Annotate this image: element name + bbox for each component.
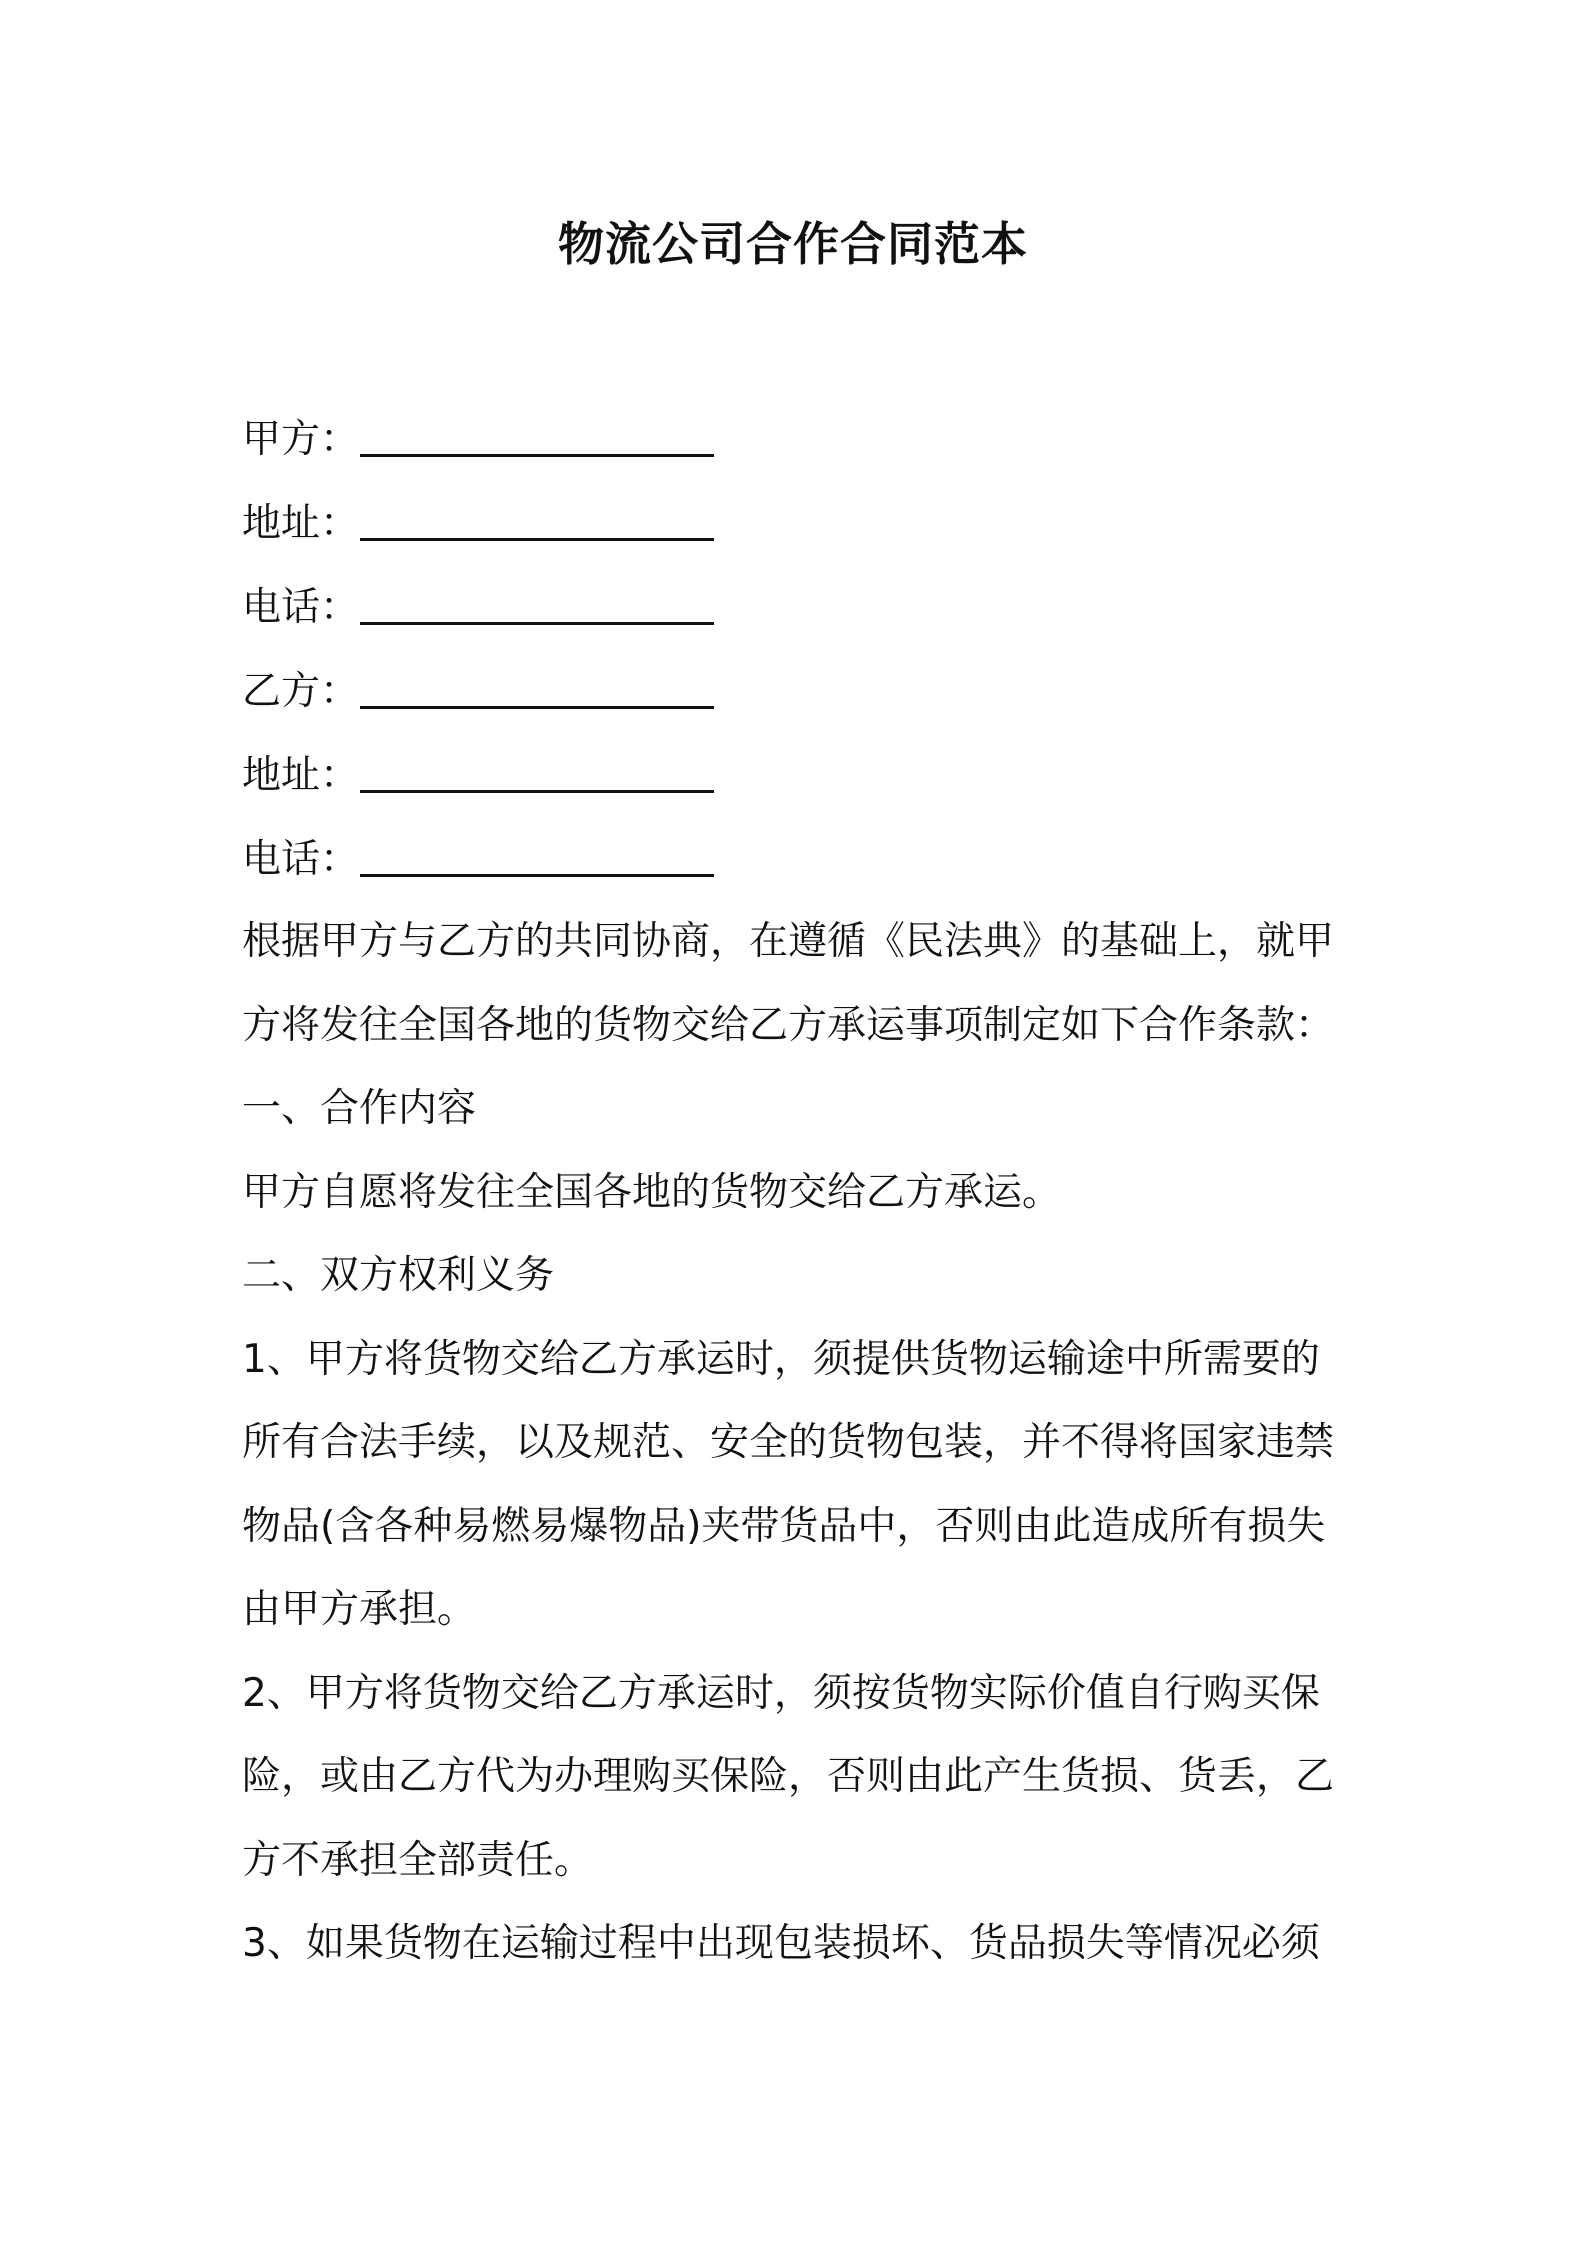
text-line: 由甲方承担。 [242,1587,477,1632]
colon: ： [320,669,360,714]
party-a-name-label: 甲方 [242,417,321,462]
contract-body [242,900,1352,1986]
party-a-phone-blank [360,580,714,625]
text-line: 险，或由乙方代为办理购买保险，否则由此产生货损、货丢，乙 [242,1754,1335,1799]
section-heading-cooperation [242,1067,1352,1151]
party-b-address-blank [360,748,714,793]
party-a-name-field [242,412,714,468]
text-line: 1、甲方将货物交给乙方承运时，须提供货物运输途中所需要的 [242,1336,1320,1382]
clause-2 [242,1652,1352,1903]
party-a-phone-field [242,580,714,636]
text-line: 方不承担全部责任。 [242,1837,594,1883]
party-a-phone-label: 电话 [242,585,321,630]
text-line: 所有合法手续，以及规范、安全的货物包装，并不得将国家违禁 [242,1420,1335,1465]
party-b-phone-label: 电话 [242,837,321,882]
section-cooperation-text [242,1151,1352,1235]
text-line: 2、甲方将货物交给乙方承运时，须按货物实际价值自行购买保 [242,1670,1320,1716]
text-line: 甲方自愿将发往全国各地的货物交给乙方承运。 [242,1169,1062,1215]
text-line: 3、如果货物在运输过程中出现包装损坏、货品损失等情况必须 [242,1921,1320,1966]
party-b-name-label: 乙方 [242,669,321,714]
clause-3 [242,1902,1352,1986]
party-a-address-field [242,496,714,552]
party-b-address-label: 地址 [242,753,321,798]
party-a-address-blank [360,496,714,541]
text-line: 物品(含各种易燃易爆物品)夹带货品中，否则由此造成所有损失 [242,1503,1326,1549]
colon: ： [320,417,360,462]
text-line: 根据甲方与乙方的共同协商，在遵循《民法典》的基础上，就甲 [242,919,1335,964]
party-a-name-blank [360,412,714,457]
party-b-name-blank [360,664,714,709]
party-a-address-label: 地址 [242,501,321,546]
text-line: 方将发往全国各地的货物交给乙方承运事项制定如下合作条款： [242,1002,1335,1048]
colon: ： [320,585,360,630]
party-b-phone-field [242,832,714,888]
section-heading: 二、双方权利义务 [242,1253,555,1298]
party-b-phone-blank [360,832,714,877]
colon: ： [320,501,360,546]
party-b-address-field [242,748,714,804]
section-heading-rights [242,1234,1352,1318]
intro-paragraph [242,900,1352,1067]
colon: ： [320,837,360,882]
section-heading: 一、合作内容 [242,1086,477,1131]
party-b-name-field [242,664,714,720]
clause-1 [242,1318,1352,1652]
colon: ： [320,753,360,798]
document-title: 物流公司合作合同范本 [558,217,1028,271]
